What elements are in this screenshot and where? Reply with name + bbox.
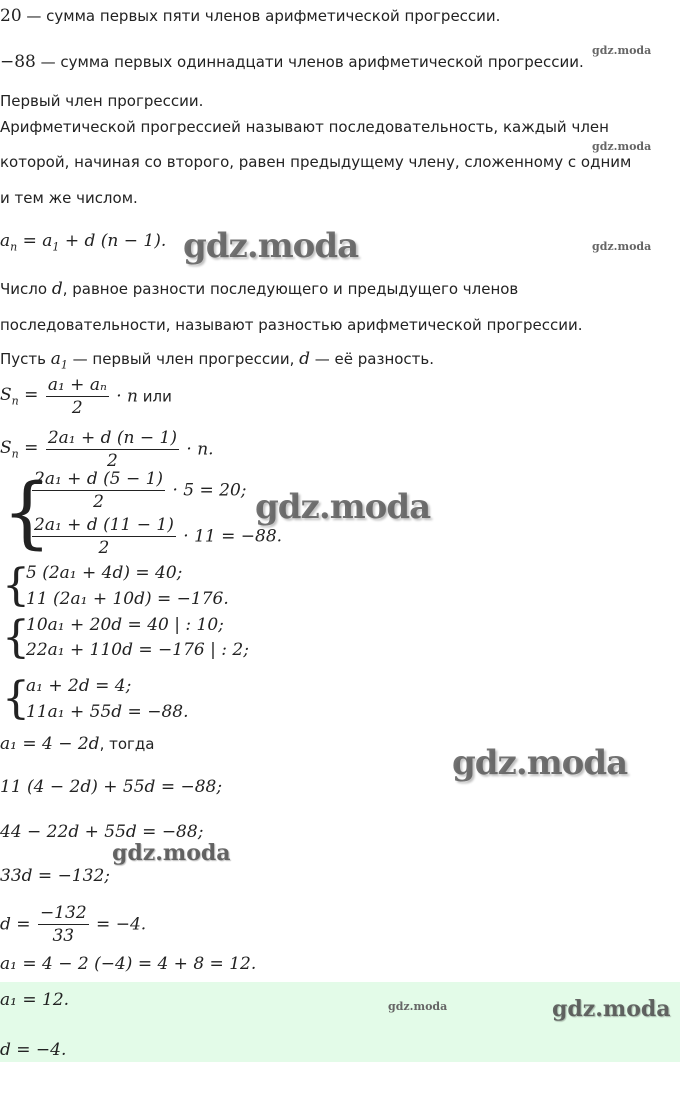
solution-step-3: 33d = −132; <box>0 866 110 886</box>
difference-line-2: последовательности, называют разностью арифметической прогрессии. <box>0 316 583 334</box>
system-brace-2: { <box>2 560 30 611</box>
sum5-text: — сумма первых пяти членов арифметической прогрессии. <box>21 7 501 25</box>
nth-term-formula: $a_n = a_1 + d$ (n − 1). <box>0 231 167 254</box>
watermark-small-4: gdz.moda <box>388 1000 448 1013</box>
sum5-line <box>0 6 500 26</box>
definition-line-1: Арифметической прогрессией называют последовательность, каждый член <box>0 118 609 136</box>
let-line: Пусть $a_1$ — первый член прогрессии, d — её разность. <box>0 349 435 372</box>
watermark-large-1: gdz.moda <box>183 226 359 266</box>
system4-row1: a₁ + 2d = 4; <box>26 676 132 696</box>
d-fraction-line: d = $\frac{-132}{33}$ = −4. <box>0 903 147 946</box>
a1-expression-line: a₁ = 4 − 2d, тогда <box>0 734 155 754</box>
system1-row1: $\frac{\text{2a₁ + d (5 − 1)}}{2}$ · 5 = 20; <box>34 469 247 512</box>
watermark-small-3: gdz.moda <box>592 240 652 253</box>
system3-row2: 22a₁ + 110d = −176 | : 2; <box>26 640 249 660</box>
system3-row1: 10a₁ + 20d = 40 | : 10; <box>26 615 224 635</box>
definition-line-2: которой, начиная со второго, равен предыдущему члену, сложенному с одним <box>0 153 632 171</box>
sum5-value: 20 <box>0 6 22 26</box>
watermark-small-2: gdz.moda <box>592 140 652 153</box>
system2-row1: 5 (2a₁ + 4d) = 40; <box>26 563 183 583</box>
sum11-text: — сумма первых одиннадцати членов арифметической прогрессии. <box>35 53 584 71</box>
difference-line-1: Число d, равное разности последующего и предыдущего членов <box>0 279 519 299</box>
system-brace-4: { <box>2 673 30 724</box>
system4-row2: 11a₁ + 55d = −88. <box>26 702 189 722</box>
system-brace-1: { <box>2 468 52 558</box>
first-member-line: Первый член прогрессии. <box>0 92 204 110</box>
answer-box <box>0 982 680 1062</box>
sum-formula-2: $S_n$ = $\frac{\text{2a₁ + d (n − 1)}}{2}$ · n. <box>0 428 214 471</box>
sum-formula-1: $S_n$ = $\frac{\text{a₁ + aₙ}}{2}$ · n или <box>0 375 172 418</box>
watermark-small-1: gdz.moda <box>592 44 652 57</box>
watermark-large-3: gdz.moda <box>452 743 628 783</box>
system1-row2: $\frac{\text{2a₁ + d (11 − 1)}}{2}$ · 11 = −88. <box>34 515 283 558</box>
watermark-medium-2: gdz.moda <box>552 996 671 1022</box>
answer-d: d = −4. <box>0 1040 67 1060</box>
definition-line-3: и тем же числом. <box>0 189 138 207</box>
answer-a1: a₁ = 12. <box>0 990 70 1010</box>
sum11-line <box>0 52 584 72</box>
system2-row2: 11 (2a₁ + 10d) = −176. <box>26 589 229 609</box>
a1-calculation: a₁ = 4 − 2 (−4) = 4 + 8 = 12. <box>0 954 257 974</box>
watermark-medium-1: gdz.moda <box>112 840 231 866</box>
solution-step-2: 44 − 22d + 55d = −88; <box>0 822 204 842</box>
sum11-value: −88 <box>0 52 36 72</box>
watermark-large-2: gdz.moda <box>255 487 431 527</box>
system-brace-3: { <box>2 612 30 663</box>
solution-step-1: 11 (4 − 2d) + 55d = −88; <box>0 777 223 797</box>
